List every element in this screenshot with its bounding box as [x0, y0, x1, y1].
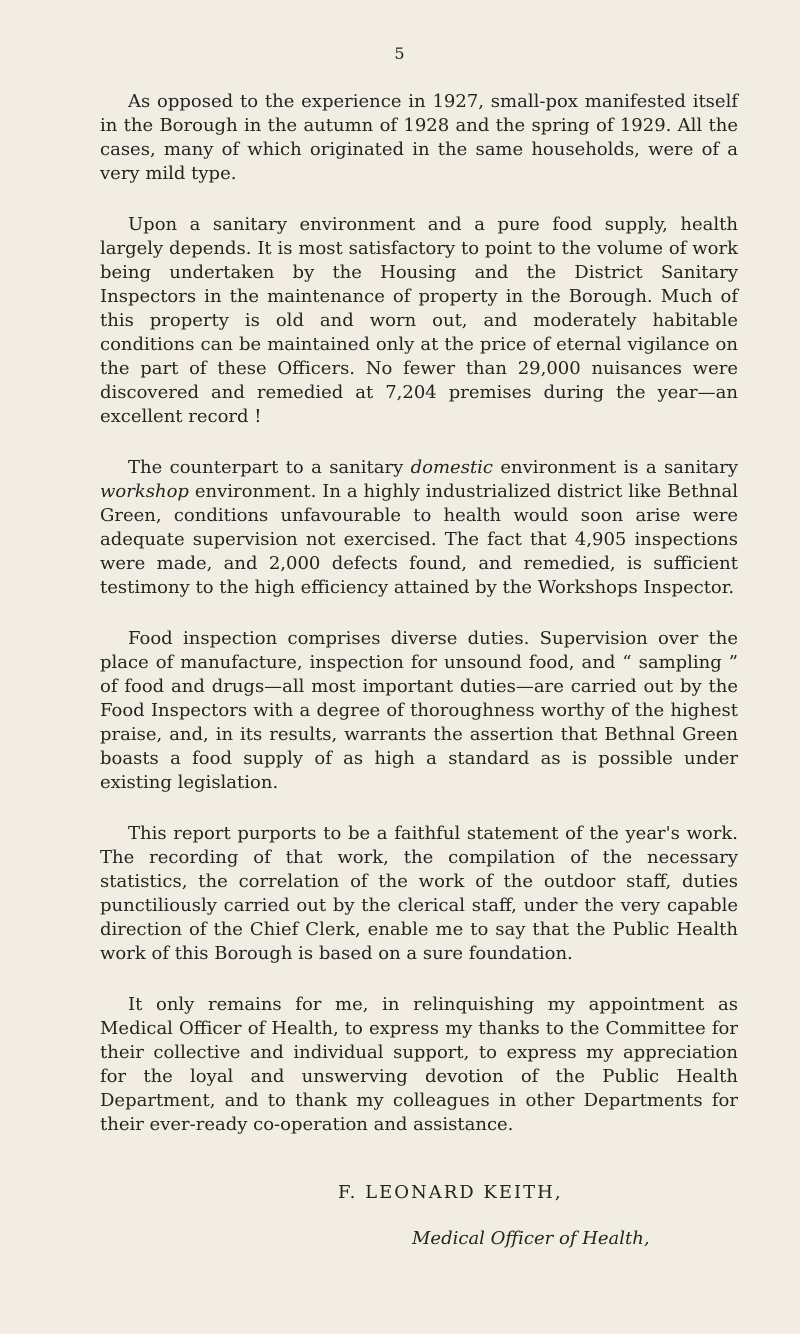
workshop-emphasis: workshop [100, 481, 189, 502]
paragraph-food-inspection: Food inspection comprises diverse duties. Supervision over the place of manufacture, inspection for unsound food, and “ sampling ” of food and drugs—all most important duties—are carried out by the Food Inspectors with a degree of thoroughness worthy of the highest praise, and, in its results, warrants the assertion that Bethnal Green boasts a food supply of as high a standard as is possible under existing legislation. [100, 628, 738, 793]
body-text [100, 90, 738, 1164]
page-number: 5 [394, 44, 406, 63]
paragraph-closing-thanks: It only remains for me, in relinquishing my appointment as Medical Officer of Health, to express my thanks to the Committee for their collective and individual support, to express my appreciation for the loyal and unswerving devotion of the Public Health Department, and to thank my colleagues in other Departments for their ever-ready co-operation and assistance. [100, 994, 738, 1135]
paragraph-workshop-environment [100, 456, 738, 600]
signatory-title: Medical Officer of Health, [412, 1228, 650, 1249]
paragraph-sanitary-environment: Upon a sanitary environment and a pure food supply, health largely depends. It is most satisfactory to point to the volume of work being undertaken by the Housing and the District Sanitary Inspectors in the maintenance of property in the Borough. Much of this property is old and worn out, and moderately habitable conditions can be maintained only at the price of eternal vigilance on the part of these Officers. No fewer than 29,000 nuisances were discovered and remedied at 7,204 premises during the year—an excellent record ! [100, 214, 738, 427]
paragraph-report-statement: This report purports to be a faithful statement of the year's work. The recording of that work, the compilation of the necessary statistics, the correlation of the work of the outdoor staff, duties punctiliously carried out by the clerical staff, under the very capable direction of the Chief Clerk, enable me to say that the Public Health work of this Borough is based on a sure foundation. [100, 823, 738, 964]
signatory-name: F. LEONARD KEITH, [338, 1182, 563, 1203]
workshop-para-part-2: environment is a sanitary [493, 457, 739, 478]
paragraph-smallpox: As opposed to the experience in 1927, small-pox manifested itself in the Borough in the autumn of 1928 and the spring of 1929. All the cases, many of which originated in the same households, were of a very mild type. [100, 91, 738, 184]
workshop-para-part-3: environment. In a highly industrialized district like Bethnal Green, conditions unfavourable to health would soon arise were adequate supervision not exercised. The fact that 4,905 inspections were made, and 2,000 defects found, and remedied, is sufficient testimony to the high efficiency attained by the Workshops Inspector. [100, 481, 738, 598]
domestic-emphasis: domestic [410, 457, 494, 478]
workshop-para-part-1: The counterpart to a sanitary [128, 457, 411, 478]
